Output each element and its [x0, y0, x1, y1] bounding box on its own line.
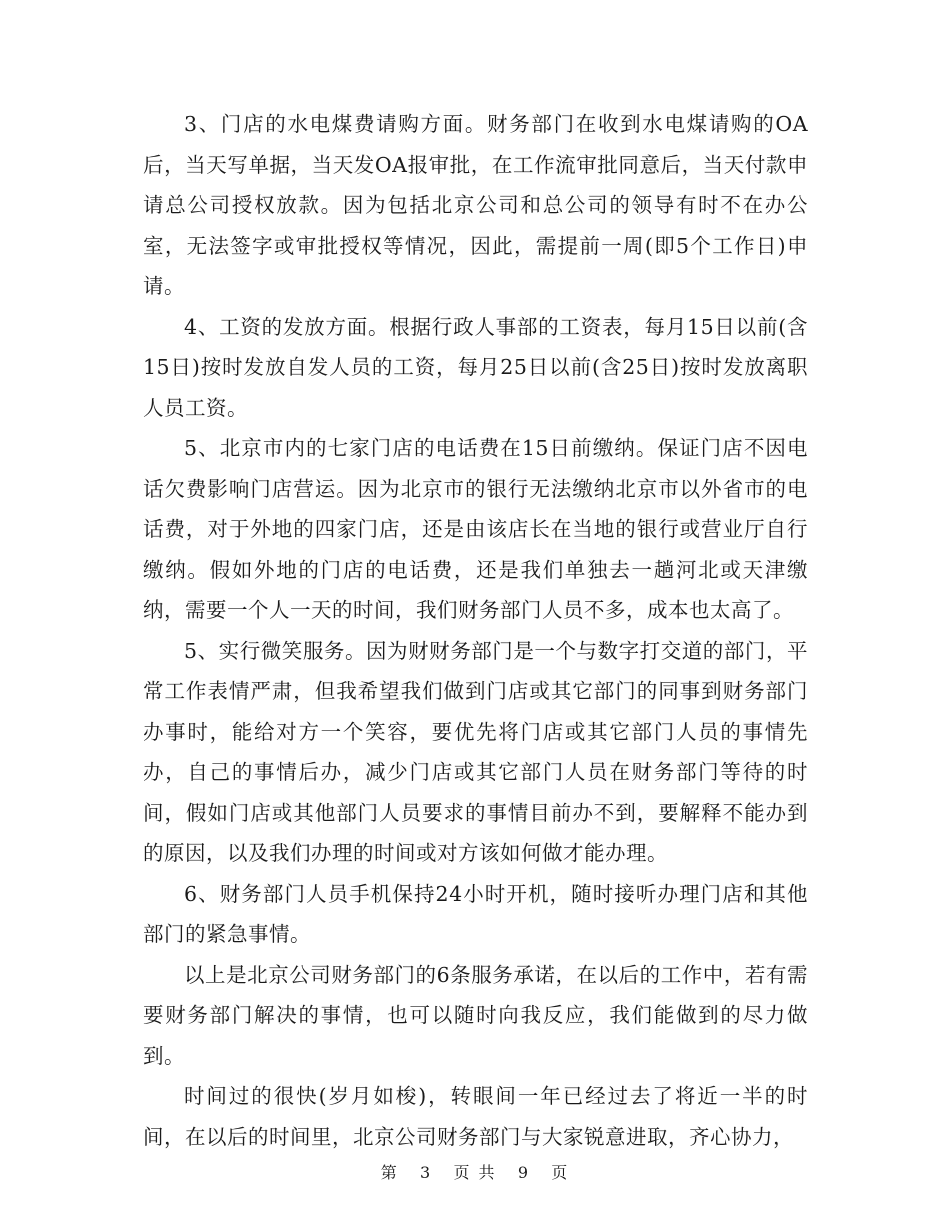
- document-body: [143, 104, 808, 1157]
- paragraph-smile-service: 5、实行微笑服务。因为财财务部门是一个与数字打交道的部门，平常工作表情严肃，但我希望我们做到门店或其它部门的同事到财务部门办事时，能给对方一个笑容，要优先将门店或其它部门人员的事情先办，自己的事情后办，减少门店或其它部门人员在财务部门等待的时间，假如门店或其他部门人员要求的事情目前办不到，要解释不能办到的原因，以及我们办理的时间或对方该如何做才能办理。: [143, 638, 808, 865]
- paragraph-phone-on-24h: 6、财务部门人员手机保持24小时开机，随时接听办理门店和其他部门的紧急事情。: [143, 881, 808, 946]
- footer-suffix: 页: [551, 1163, 570, 1182]
- footer-current-page: 3: [419, 1163, 433, 1182]
- paragraph-salary-payment: 4、工资的发放方面。根据行政人事部的工资表，每月15日以前(含15日)按时发放自发人员的工资，每月25日以前(含25日)按时发放离职人员工资。: [143, 314, 808, 420]
- page-footer: [0, 1160, 950, 1183]
- paragraph-utility-payments: 3、门店的水电煤费请购方面。财务部门在收到水电煤请购的OA后，当天写单据，当天发OA报审批，在工作流审批同意后，当天付款申请总公司授权放款。因为包括北京公司和总公司的领导有时不在办公室，无法签字或审批授权等情况，因此，需提前一周(即5个工作日)申请。: [143, 112, 808, 298]
- paragraph-summary: 以上是北京公司财务部门的6条服务承诺，在以后的工作中，若有需要财务部门解决的事情，也可以随时向我反应，我们能做到的尽力做到。: [143, 962, 808, 1068]
- footer-middle: 页 共: [453, 1163, 497, 1182]
- paragraph-closing: 时间过的很快(岁月如梭)，转眼间一年已经过去了将近一半的时间，在以后的时间里，北京公司财务部门与大家锐意进取，齐心协力，: [143, 1084, 808, 1149]
- paragraph-phone-bills: 5、北京市内的七家门店的电话费在15日前缴纳。保证门店不因电话欠费影响门店营运。因为北京市的银行无法缴纳北京市以外省市的电话费，对于外地的四家门店，还是由该店长在当地的银行或营业厅自行缴纳。假如外地的门店的电话费，还是我们单独去一趟河北或天津缴纳，需要一个人一天的时间，我们财务部门人员不多，成本也太高了。: [143, 436, 808, 622]
- footer-prefix: 第: [380, 1163, 399, 1182]
- footer-total-pages: 9: [517, 1163, 531, 1182]
